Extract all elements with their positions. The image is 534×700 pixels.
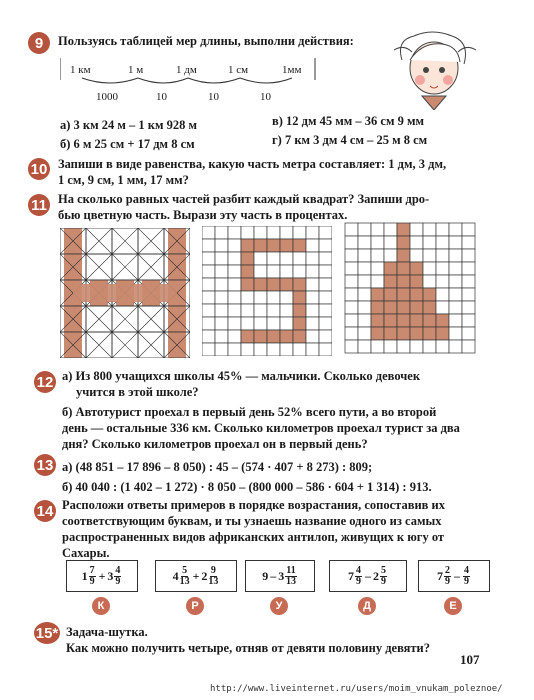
ratio-m-dm: 10 [156, 91, 167, 103]
unit-dm: 1 дм [176, 64, 197, 76]
tree-grid-cell [397, 288, 410, 301]
tree-grid-cell [371, 314, 384, 327]
five-grid-cell [254, 291, 267, 304]
tree-grid-cell [436, 301, 449, 314]
task-13a: а) (48 851 – 17 896 – 8 050) : 45 – (574 · 407 + 8 273) : 809; [62, 460, 373, 474]
tree-grid-cell [397, 223, 410, 236]
tree-grid-cell [358, 314, 371, 327]
tree-grid-cell [436, 236, 449, 249]
five-grid-cell [202, 343, 215, 356]
tree-grid-cell [462, 288, 475, 301]
tree-grid-cell [423, 249, 436, 262]
five-grid-cell [215, 252, 228, 265]
tree-grid-cell [436, 327, 449, 340]
five-grid-cell [228, 226, 241, 239]
tree-grid-cell [345, 275, 358, 288]
five-grid-cell [280, 278, 293, 291]
task-12b-line2: день — остальные 336 км. Сколько километров проехал турист за два [62, 421, 460, 435]
task-9-number: 9 [28, 32, 50, 54]
tree-grid-cell [449, 340, 462, 353]
five-grid-cell [215, 330, 228, 343]
five-grid-cell [293, 317, 306, 330]
five-grid-cell [241, 330, 254, 343]
tree-grid-cell [397, 327, 410, 340]
tree-grid-cell [384, 327, 397, 340]
five-grid-cell [202, 304, 215, 317]
tree-grid-cell [345, 288, 358, 301]
tree-grid-cell [384, 314, 397, 327]
tree-grid-cell [397, 249, 410, 262]
ratio-km-m: 1000 [96, 91, 118, 103]
five-grid-cell [267, 252, 280, 265]
tree-grid-cell [371, 301, 384, 314]
answer-letter: Д [358, 597, 376, 615]
five-grid-cell [254, 265, 267, 278]
five-grid-cell [228, 265, 241, 278]
tree-grid-cell [397, 262, 410, 275]
tree-grid-cell [410, 288, 423, 301]
five-grid-cell [254, 304, 267, 317]
five-grid-cell [319, 317, 332, 330]
five-grid-cell [280, 304, 293, 317]
tree-grid-cell [397, 275, 410, 288]
tree-grid-cell [358, 249, 371, 262]
tree-grid-cell [358, 223, 371, 236]
five-grid-cell [202, 317, 215, 330]
five-grid-cell [202, 239, 215, 252]
tree-grid-cell [423, 314, 436, 327]
task-12a-line1: а) Из 800 учащихся школы 45% — мальчики. Сколько девочек [62, 369, 421, 383]
task-9a: а) 3 км 24 м – 1 км 928 м [60, 118, 197, 132]
five-grid-cell [280, 252, 293, 265]
five-grid-cell [293, 278, 306, 291]
five-grid-cell [280, 265, 293, 278]
five-grid-cell [215, 265, 228, 278]
answer-letter: Е [444, 597, 462, 615]
tree-grid-cell [384, 288, 397, 301]
five-grid-cell [267, 304, 280, 317]
five-grid-cell [306, 304, 319, 317]
page-number: 107 [460, 652, 480, 667]
tree-grid-cell [371, 340, 384, 353]
five-grid-cell [267, 278, 280, 291]
five-grid-cell [202, 330, 215, 343]
example-box: 7 $\frac{4}{9}$ – 2 $\frac{5}{9}$ [329, 560, 407, 592]
five-grid-cell [228, 278, 241, 291]
tree-grid-cell [345, 262, 358, 275]
five-grid-cell [228, 291, 241, 304]
tree-grid-cell [436, 288, 449, 301]
tree-grid-cell [462, 314, 475, 327]
answer-letter: К [92, 597, 110, 615]
tree-grid-cell [371, 275, 384, 288]
tree-grid-cell [462, 223, 475, 236]
five-grid-cell [306, 239, 319, 252]
square-h [60, 228, 190, 363]
five-grid-cell [267, 317, 280, 330]
tree-grid-cell [345, 223, 358, 236]
five-grid-cell [241, 252, 254, 265]
five-grid-cell [319, 304, 332, 317]
task-15-text: Как можно получить четыре, отняв от девяти половину девяти? [66, 641, 431, 655]
tree-grid-cell [449, 301, 462, 314]
tree-grid-cell [436, 223, 449, 236]
five-grid-cell [228, 252, 241, 265]
five-grid-cell [267, 330, 280, 343]
five-grid-cell [306, 291, 319, 304]
five-grid-cell [319, 226, 332, 239]
five-grid-cell [267, 239, 280, 252]
five-grid-cell [215, 343, 228, 356]
tree-grid-cell [410, 275, 423, 288]
tree-grid-cell [410, 340, 423, 353]
five-grid-cell [215, 304, 228, 317]
task-14-number: 14 [34, 500, 56, 522]
tree-grid-cell [436, 249, 449, 262]
task-12-number: 12 [34, 371, 56, 393]
tree-grid-cell [371, 327, 384, 340]
task-9b: б) 6 м 25 см + 17 дм 8 см [60, 137, 195, 151]
five-grid-cell [267, 226, 280, 239]
tree-grid-cell [410, 223, 423, 236]
five-grid-cell [215, 226, 228, 239]
tree-grid-cell [358, 301, 371, 314]
square-tree-figure [344, 222, 476, 354]
task-9g: г) 7 км 3 дм 4 см – 25 м 8 см [272, 133, 428, 147]
five-grid-cell [241, 278, 254, 291]
task-11-line1: На сколько равных частей разбит каждый квадрат? Запиши дро- [58, 192, 430, 206]
task-10-line2: 1 см, 9 см, 1 мм, 17 мм? [58, 173, 189, 187]
five-grid-cell [228, 343, 241, 356]
tree-grid-cell [436, 340, 449, 353]
tree-grid-cell [410, 327, 423, 340]
tree-grid-cell [436, 262, 449, 275]
unit-cm: 1 см [228, 64, 249, 76]
task-11-line2: бью цветную часть. Вырази эту часть в процентах. [58, 208, 348, 222]
tree-grid-cell [371, 262, 384, 275]
five-grid-cell [306, 317, 319, 330]
square-tree [344, 222, 476, 359]
five-grid-cell [280, 226, 293, 239]
five-grid-cell [215, 291, 228, 304]
task-12b-line3: дня? Сколько километров проехал он в первый день? [62, 437, 368, 451]
task-9-prompt: Пользуясь таблицей мер длины, выполни действия: [58, 34, 354, 48]
tree-grid-cell [410, 249, 423, 262]
tree-grid-cell [423, 327, 436, 340]
task-11-number: 11 [28, 194, 50, 216]
square-5 [202, 226, 332, 361]
tree-grid-cell [462, 275, 475, 288]
tree-grid-cell [371, 236, 384, 249]
tree-grid-cell [423, 301, 436, 314]
five-grid-cell [254, 278, 267, 291]
five-grid-cell [293, 226, 306, 239]
tree-grid-cell [410, 301, 423, 314]
five-grid-cell [306, 226, 319, 239]
five-grid-cell [202, 278, 215, 291]
five-grid-cell [306, 252, 319, 265]
tree-grid-cell [436, 314, 449, 327]
tree-grid-cell [410, 314, 423, 327]
unit-mm: 1мм [282, 64, 302, 76]
tree-grid-cell [423, 223, 436, 236]
tree-grid-cell [449, 275, 462, 288]
task-12b-line1: б) Автотурист проехал в первый день 52% всего пути, а во второй [62, 405, 437, 419]
tree-grid-cell [371, 288, 384, 301]
tree-grid-cell [449, 288, 462, 301]
task-9v: в) 12 дм 45 мм – 36 см 9 мм [272, 114, 424, 128]
square-h-figure [60, 228, 190, 358]
tree-grid-cell [423, 340, 436, 353]
five-grid-cell [202, 265, 215, 278]
tree-grid-cell [397, 340, 410, 353]
five-grid-cell [319, 291, 332, 304]
tree-grid-cell [423, 236, 436, 249]
tree-grid-cell [384, 262, 397, 275]
five-grid-cell [267, 265, 280, 278]
five-grid-cell [319, 252, 332, 265]
task-14-line2: соответствующим буквам, и ты узнаешь название одного из самых [62, 514, 442, 528]
tree-grid-cell [410, 262, 423, 275]
tree-grid-cell [410, 236, 423, 249]
five-grid-cell [293, 265, 306, 278]
tree-grid-cell [345, 327, 358, 340]
five-grid-cell [215, 317, 228, 330]
tree-grid-cell [358, 262, 371, 275]
five-grid-cell [254, 252, 267, 265]
five-grid-cell [319, 343, 332, 356]
five-grid-cell [241, 239, 254, 252]
task-10-line1: Запиши в виде равенства, какую часть метра составляет: 1 дм, 3 дм, [58, 157, 447, 171]
five-grid-cell [228, 330, 241, 343]
task-13-number: 13 [34, 454, 56, 476]
tree-grid-cell [345, 249, 358, 262]
tree-grid-cell [397, 314, 410, 327]
length-units-table [60, 58, 316, 108]
five-grid-cell [267, 343, 280, 356]
five-grid-cell [280, 330, 293, 343]
five-grid-cell [319, 330, 332, 343]
five-grid-cell [306, 343, 319, 356]
tree-grid-cell [423, 262, 436, 275]
five-grid-cell [202, 291, 215, 304]
tree-grid-cell [397, 301, 410, 314]
five-grid-cell [202, 226, 215, 239]
tree-grid-cell [449, 236, 462, 249]
five-grid-cell [293, 304, 306, 317]
tree-grid-cell [358, 275, 371, 288]
tree-grid-cell [462, 236, 475, 249]
tree-grid-cell [384, 301, 397, 314]
task-14-line4: Сахары. [62, 546, 110, 560]
five-grid-cell [254, 317, 267, 330]
five-grid-cell [280, 291, 293, 304]
five-grid-cell [280, 239, 293, 252]
tree-grid-cell [358, 340, 371, 353]
five-grid-cell [254, 343, 267, 356]
tree-grid-cell [397, 236, 410, 249]
tree-grid-cell [345, 340, 358, 353]
example-box: 7 $\frac{2}{9}$ – $\frac{4}{9}$ [418, 560, 490, 592]
tree-grid-cell [358, 236, 371, 249]
tree-grid-cell [449, 249, 462, 262]
tree-grid-cell [358, 288, 371, 301]
five-grid-cell [241, 265, 254, 278]
tree-grid-cell [371, 223, 384, 236]
unit-m: 1 м [128, 64, 144, 76]
five-grid-cell [280, 317, 293, 330]
task-14-line3: распространенных видов африканских антилоп, живущих к югу от [62, 530, 445, 544]
answer-letter: Р [186, 597, 204, 615]
tree-grid-cell [462, 262, 475, 275]
tree-grid-cell [462, 327, 475, 340]
five-grid-cell [280, 343, 293, 356]
five-grid-cell [241, 226, 254, 239]
tree-grid-cell [462, 301, 475, 314]
five-grid-cell [306, 278, 319, 291]
task-10-number: 10 [28, 158, 50, 180]
five-grid-cell [202, 252, 215, 265]
five-grid-cell [293, 330, 306, 343]
five-grid-cell [228, 317, 241, 330]
tree-grid-cell [449, 262, 462, 275]
tree-grid-cell [345, 236, 358, 249]
task-12a-line2: учится в этой школе? [76, 385, 199, 399]
tree-grid-cell [449, 314, 462, 327]
five-grid-cell [306, 330, 319, 343]
five-grid-cell [319, 239, 332, 252]
five-grid-cell [241, 317, 254, 330]
tree-grid-cell [423, 275, 436, 288]
ratio-dm-cm: 10 [208, 91, 219, 103]
five-grid-cell [228, 304, 241, 317]
unit-km: 1 км [70, 64, 91, 76]
tree-grid-cell [384, 236, 397, 249]
tree-grid-cell [358, 327, 371, 340]
task-13b: б) 40 040 : (1 402 – 1 272) · 8 050 – (800 000 – 586 · 604 + 1 314) : 913. [62, 480, 432, 494]
example-box: 4 $\frac{5}{13}$ + 2 $\frac{9}{13}$ [155, 560, 237, 592]
five-grid-cell [254, 226, 267, 239]
tree-grid-cell [462, 340, 475, 353]
tree-grid-cell [371, 249, 384, 262]
tree-grid-cell [384, 340, 397, 353]
tree-grid-cell [436, 275, 449, 288]
five-grid-cell [215, 239, 228, 252]
tree-grid-cell [384, 223, 397, 236]
five-grid-cell [254, 239, 267, 252]
five-grid-cell [319, 278, 332, 291]
five-grid-cell [319, 265, 332, 278]
five-grid-cell [293, 239, 306, 252]
tree-grid-cell [384, 275, 397, 288]
tree-grid-cell [345, 314, 358, 327]
tree-grid-cell [423, 288, 436, 301]
five-grid-cell [254, 330, 267, 343]
example-box: 9 – 3 $\frac{11}{13}$ [245, 560, 315, 592]
five-grid-cell [215, 278, 228, 291]
example-box: 1 $\frac{7}{9}$ + 3 $\frac{4}{9}$ [66, 560, 138, 592]
five-grid-cell [267, 291, 280, 304]
five-grid-cell [293, 252, 306, 265]
five-grid-cell [293, 343, 306, 356]
tree-grid-cell [462, 249, 475, 262]
source-url[interactable]: http://www.liveinternet.ru/users/moim_vnukam_poleznoe/ [210, 684, 503, 694]
square-5-figure [202, 226, 332, 356]
five-grid-cell [241, 291, 254, 304]
tree-grid-cell [384, 249, 397, 262]
five-grid-cell [241, 343, 254, 356]
five-grid-cell [228, 239, 241, 252]
ratio-cm-mm: 10 [260, 91, 271, 103]
five-grid-cell [293, 291, 306, 304]
tree-grid-cell [345, 301, 358, 314]
answer-letter: У [270, 597, 288, 615]
task-15-title: Задача-шутка. [66, 625, 148, 639]
girl-illustration [392, 30, 478, 110]
tree-grid-cell [449, 327, 462, 340]
task-15-number: 15* [34, 622, 60, 644]
five-grid-cell [306, 265, 319, 278]
tree-grid-cell [449, 223, 462, 236]
five-grid-cell [241, 304, 254, 317]
h-bar [73, 284, 177, 302]
task-14-line1: Расположи ответы примеров в порядке возрастания, сопоставив их [62, 498, 445, 512]
